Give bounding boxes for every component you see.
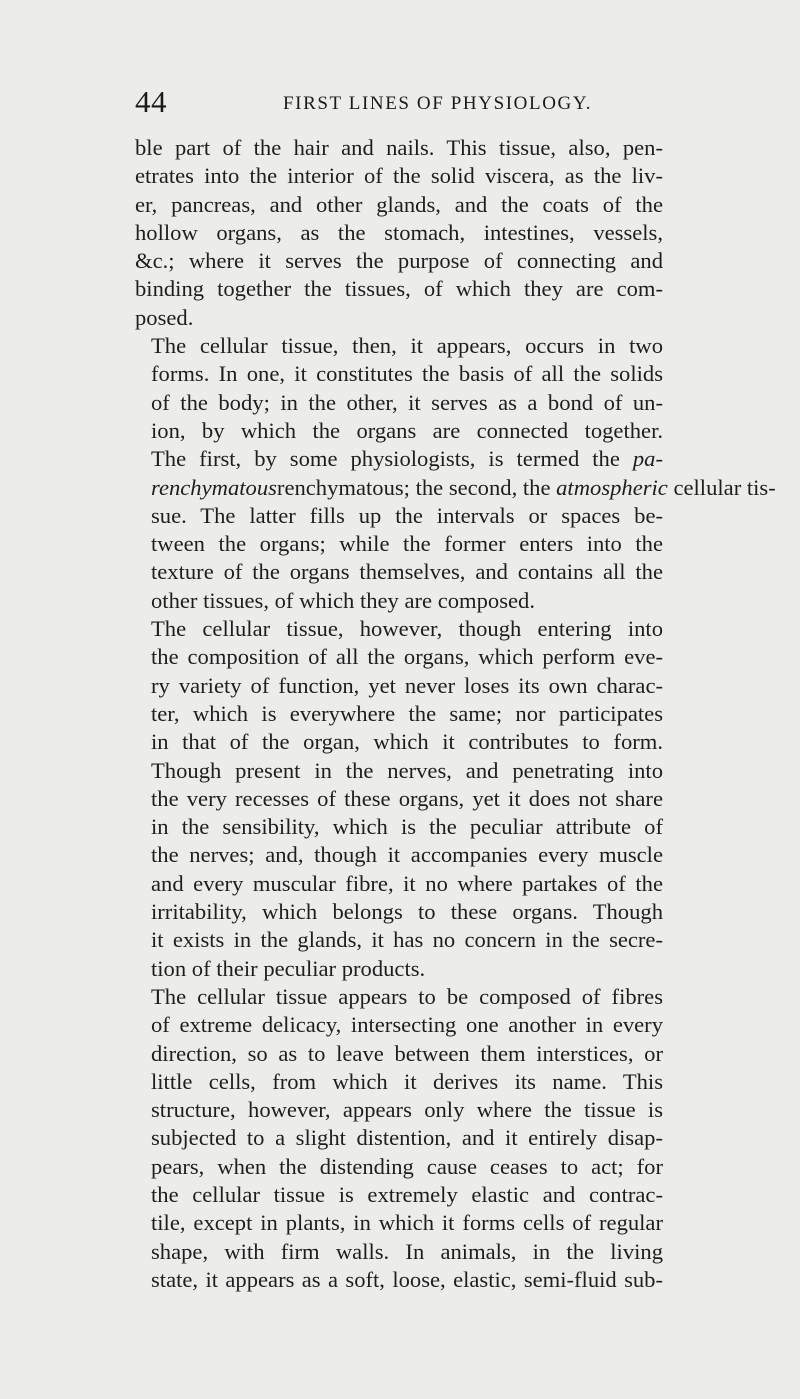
text-line: the very recesses of these organs, yet it does not share [151, 785, 663, 811]
text-line: binding together the tissues, of which they are com- [135, 276, 663, 302]
text-line: tion of their peculiar products. [151, 955, 426, 981]
text-line: the composition of all the organs, which perform eve- [151, 644, 663, 670]
text-line: tile, except in plants, in which it forms cells of regular [151, 1210, 663, 1236]
text-line: irritability, which belongs to these organs. Though [151, 899, 663, 925]
paragraph-4 [135, 983, 663, 1294]
text-line: structure, however, appears only where the tissue is [151, 1097, 663, 1123]
text-line: direction, so as to leave between them interstices, or [151, 1040, 663, 1066]
text-line: ter, which is everywhere the same; nor participates [151, 700, 663, 726]
text-line: ion, by which the organs are connected together. [151, 417, 663, 443]
body-text [135, 134, 776, 1294]
text-line: of the body; in the other, it serves as a bond of un- [151, 389, 663, 415]
text-line: it exists in the glands, it has no concern in the secre- [151, 927, 663, 953]
text-line: ble part of the hair and nails. This tissue, also, pen- [135, 135, 663, 160]
text-line: texture of the organs themselves, and contains all the [151, 559, 663, 585]
italic-term: atmospheric [556, 474, 668, 500]
text-line: etrates into the interior of the solid viscera, as the liv- [135, 163, 663, 189]
text-run: The first, by some physiologists, is termed the [151, 446, 633, 472]
text-line: The cellular tissue, however, though entering into [151, 616, 663, 642]
page-header [135, 84, 695, 124]
text-line: The cellular tissue, then, it appears, occurs in two [151, 333, 663, 359]
page-number: 44 [135, 84, 167, 119]
text-line: in the sensibility, which is the peculiar attribute of [151, 814, 663, 840]
text-line: of extreme delicacy, intersecting one another in every [151, 1012, 663, 1038]
text-line: er, pancreas, and other glands, and the coats of the [135, 191, 663, 217]
paragraph-1 [135, 134, 663, 332]
text-line: sue. The latter fills up the intervals or spaces be- [151, 502, 663, 528]
text-line: and every muscular fibre, it no where partakes of the [151, 870, 663, 896]
text-line: in that of the organ, which it contributes to form. [151, 729, 663, 755]
italic-term: renchymatous [151, 474, 277, 500]
text-line [135, 474, 776, 502]
text-run: cellular tis- [667, 474, 776, 500]
text-line: forms. In one, it constitutes the basis of all the solids [151, 361, 663, 387]
text-line: tween the organs; while the former enters into the [151, 531, 663, 557]
paragraph-3 [135, 615, 663, 983]
text-line: the nerves; and, though it accompanies every muscle [151, 842, 663, 868]
text-line: Though present in the nerves, and penetrating into [151, 757, 663, 783]
text-line: The cellular tissue appears to be composed of fibres [151, 983, 663, 1009]
text-line [135, 445, 663, 473]
text-line: little cells, from which it derives its name. This [151, 1068, 663, 1094]
text-line: hollow organs, as the stomach, intestines, vessels, [135, 219, 663, 245]
italic-term: pa- [632, 446, 663, 472]
text-line: pears, when the distending cause ceases to act; for [151, 1153, 663, 1179]
text-line: other tissues, of which they are composed. [151, 587, 535, 613]
text-line: &c.; where it serves the purpose of connecting and [135, 248, 663, 274]
text-line: subjected to a slight distention, and it entirely disap- [151, 1125, 663, 1151]
running-head: FIRST LINES OF PHYSIOLOGY. [283, 93, 593, 114]
text-line: ry variety of function, yet never loses its own charac- [151, 672, 663, 698]
text-line: state, it appears as a soft, loose, elastic, semi-fluid sub- [151, 1266, 663, 1292]
text-line: the cellular tissue is extremely elastic and contrac- [151, 1181, 663, 1207]
text-line: posed. [135, 304, 194, 330]
text-line: shape, with firm walls. In animals, in the living [151, 1238, 663, 1264]
text-run: renchymatous; the second, the [276, 474, 557, 500]
paragraph-2 [135, 332, 776, 615]
